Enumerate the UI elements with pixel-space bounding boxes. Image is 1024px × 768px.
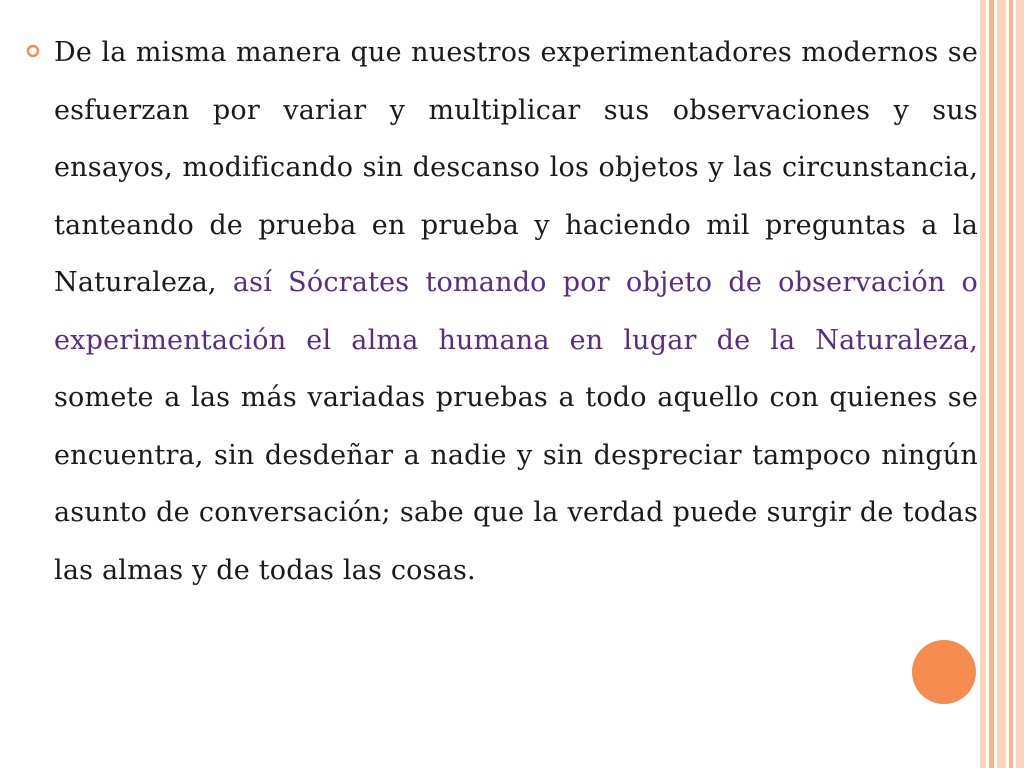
paragraph-intro: De la misma manera que nuestros experimentadores modernos se esfuerzan por variar y multiplicar sus observaciones y sus ensayos, modificando sin descanso los objetos y las circunstancia, tanteando de prueba en prueba y haciendo mil preguntas a la Naturaleza, [54,37,978,298]
stripe-1 [980,0,986,768]
stripe-2 [989,0,994,768]
decorative-stripes [980,0,1024,768]
paragraph-highlight: así Sócrates tomando por objeto de observación o experimentación el alma humana en lugar de la Naturaleza, [54,267,978,356]
stripe-3 [997,0,1006,768]
ring-bullet-icon [26,44,40,58]
stripe-5 [1016,0,1024,768]
paragraph-continuation: somete a las más variadas pruebas a todo aquello con quienes se encuentra, sin desdeñar a nadie y sin despreciar tampoco ningún asunto de conversación; sabe que la verdad puede surgir de todas las almas y de todas las cosas. [54,382,978,586]
stripe-4 [1009,0,1013,768]
orange-circle-icon [912,640,976,704]
body-paragraph [54,24,978,599]
